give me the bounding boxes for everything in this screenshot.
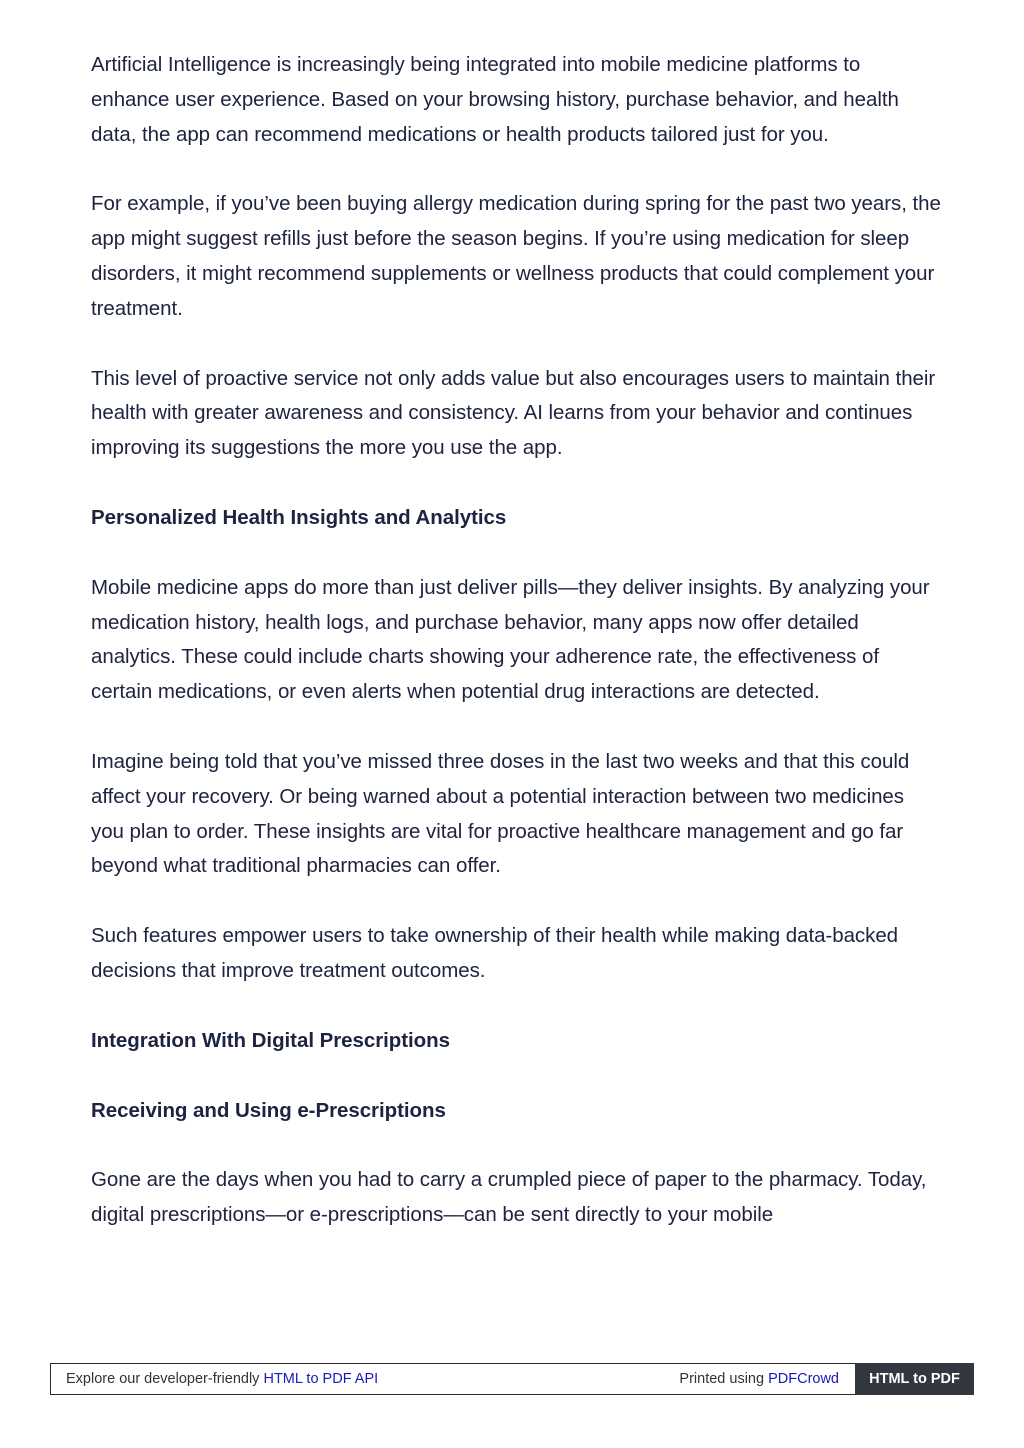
pdfcrowd-footer-bar <box>50 1363 974 1395</box>
paragraph: Imagine being told that you’ve missed three doses in the last two weeks and that this could affect your recovery. Or being warned about a potential interaction between two medicines you plan to order. These insights are vital for proactive healthcare management and go far beyond what traditional pharmacies can offer. <box>91 749 910 878</box>
paragraph: This level of proactive service not only adds value but also encourages users to maintain their health with greater awareness and consistency. AI learns from your behavior and continues improving its suggestions the more you use the app. <box>91 366 936 460</box>
paragraph: Artificial Intelligence is increasingly being integrated into mobile medicine platforms to enhance user experience. Based on your browsing history, purchase behavior, and health data, the app can recommend medications or health products tailored just for you. <box>91 53 899 146</box>
subsection-heading: Receiving and Using e-Prescriptions <box>91 1098 446 1122</box>
section-heading: Integration With Digital Prescriptions <box>91 1028 450 1052</box>
footer-right <box>679 1364 839 1394</box>
footer-explore-text: Explore our developer-friendly <box>66 1371 264 1387</box>
html-to-pdf-api-link[interactable]: HTML to PDF API <box>263 1371 379 1387</box>
paragraph: Such features empower users to take ownership of their health while making data-backed decisions that improve treatment outcomes. <box>91 924 899 982</box>
paragraph: Mobile medicine apps do more than just deliver pills—they deliver insights. By analyzing your medication history, health logs, and purchase behavior, many apps now offer detailed analytics. These could include charts showing your adherence rate, the effectiveness of certain medications, or even alerts when potential drug interactions are detected. <box>91 575 930 704</box>
footer-left <box>66 1364 378 1394</box>
footer-printed-text: Printed using <box>679 1371 769 1387</box>
paragraph: For example, if you’ve been buying allergy medication during spring for the past two years, the app might suggest refills just before the season begins. If you’re using medication for sleep disorders, it might recommend supplements or wellness products that could complement your treatment. <box>91 192 941 320</box>
section-heading: Personalized Health Insights and Analytics <box>91 505 507 529</box>
html-to-pdf-badge[interactable]: HTML to PDF <box>855 1363 974 1395</box>
pdfcrowd-link[interactable]: PDFCrowd <box>768 1371 839 1387</box>
paragraph: Gone are the days when you had to carry a crumpled piece of paper to the pharmacy. Today, digital prescriptions—or e-prescriptions—can be sent directly to your mobile <box>91 1168 927 1227</box>
document-body <box>91 48 941 1268</box>
